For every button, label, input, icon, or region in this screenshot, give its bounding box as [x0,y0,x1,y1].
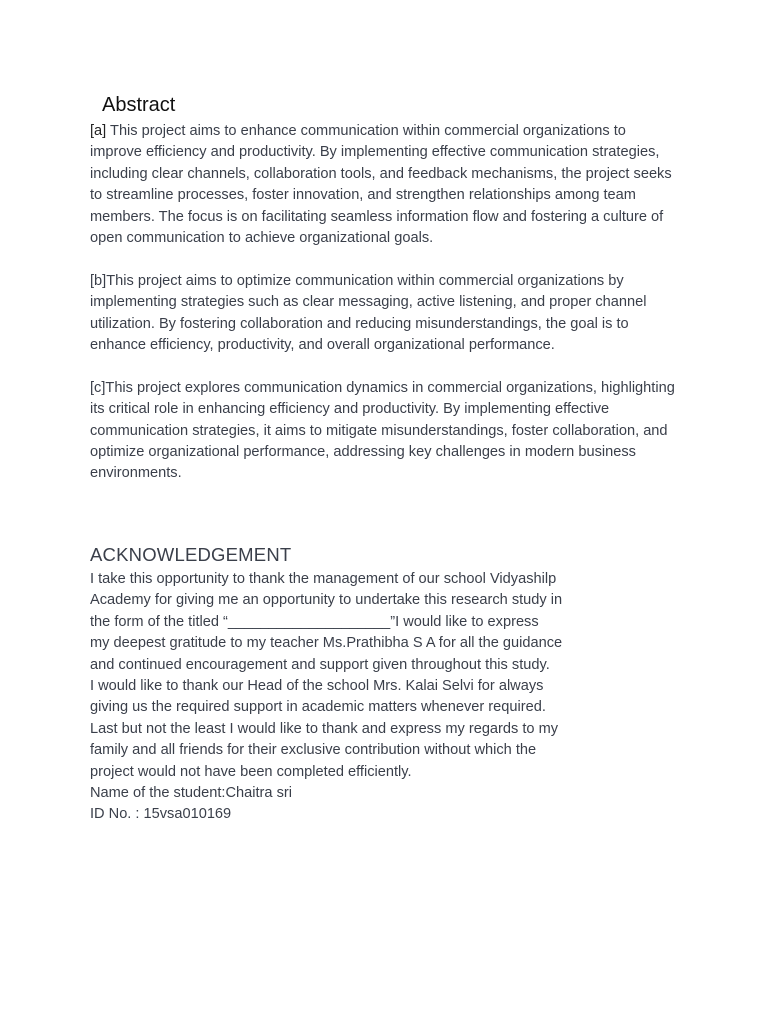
abstract-body [90,121,680,506]
ack-line: project would not have been completed efficiently. [90,763,412,780]
ack-line: the form of the titled “____________________”I would like to express [90,613,539,630]
ack-line: giving us the required support in academic matters whenever required. [90,699,546,716]
student-name: Name of the student:Chaitra sri [90,785,292,802]
ack-line: and continued encouragement and support given throughout this study. [90,656,550,673]
paragraph-a-text: This project aims to enhance communication within commercial organizations to improve efficiency and productivity. By implementing effective communication strategies, including clear channels, collaboration tools, and feedback mechanisms, the project seeks to streamline processes, foster innovation, and strengthen relationships among team members. The focus is on facilitating seamless information flow and fostering a culture of open communication to achieve organizational goals. [90,123,672,247]
abstract-paragraph-a [90,121,680,249]
abstract-paragraph-c: [c]This project explores communication dynamics in commercial organizations, highlighting its critical role in enhancing efficiency and productivity. By implementing effective communication strategies, it aims to mitigate misunderstandings, foster collaboration, and optimize organizational performance, addressing key challenges in modern business environments. [90,379,675,482]
ack-line: I take this opportunity to thank the management of our school Vidyashilp [90,571,557,587]
paragraph-a-label: [a] [90,123,107,139]
ack-line: family and all friends for their exclusive contribution without which the [90,742,537,759]
acknowledgement-heading: ACKNOWLEDGEMENT [90,544,292,565]
ack-line: Last but not the least I would like to thank and express my regards to my [90,720,559,737]
abstract-heading: Abstract [102,94,176,116]
ack-line: my deepest gratitude to my teacher Ms.Prathibha S A for all the guidance [90,635,563,652]
abstract-paragraph-b: [b]This project aims to optimize communication within commercial organizations by implementing strategies such as clear messaging, active listening, and proper channel utilization. By fostering collaboration and reducing misunderstandings, the goal is to enhance efficiency, productivity, and overall organizational performance. [90,272,647,354]
acknowledgement-body [90,569,610,826]
ack-line: I would like to thank our Head of the school Mrs. Kalai Selvi for always [90,678,544,695]
student-id: ID No. : 15vsa010169 [90,806,232,823]
ack-line: Academy for giving me an opportunity to undertake this research study in [90,592,563,609]
